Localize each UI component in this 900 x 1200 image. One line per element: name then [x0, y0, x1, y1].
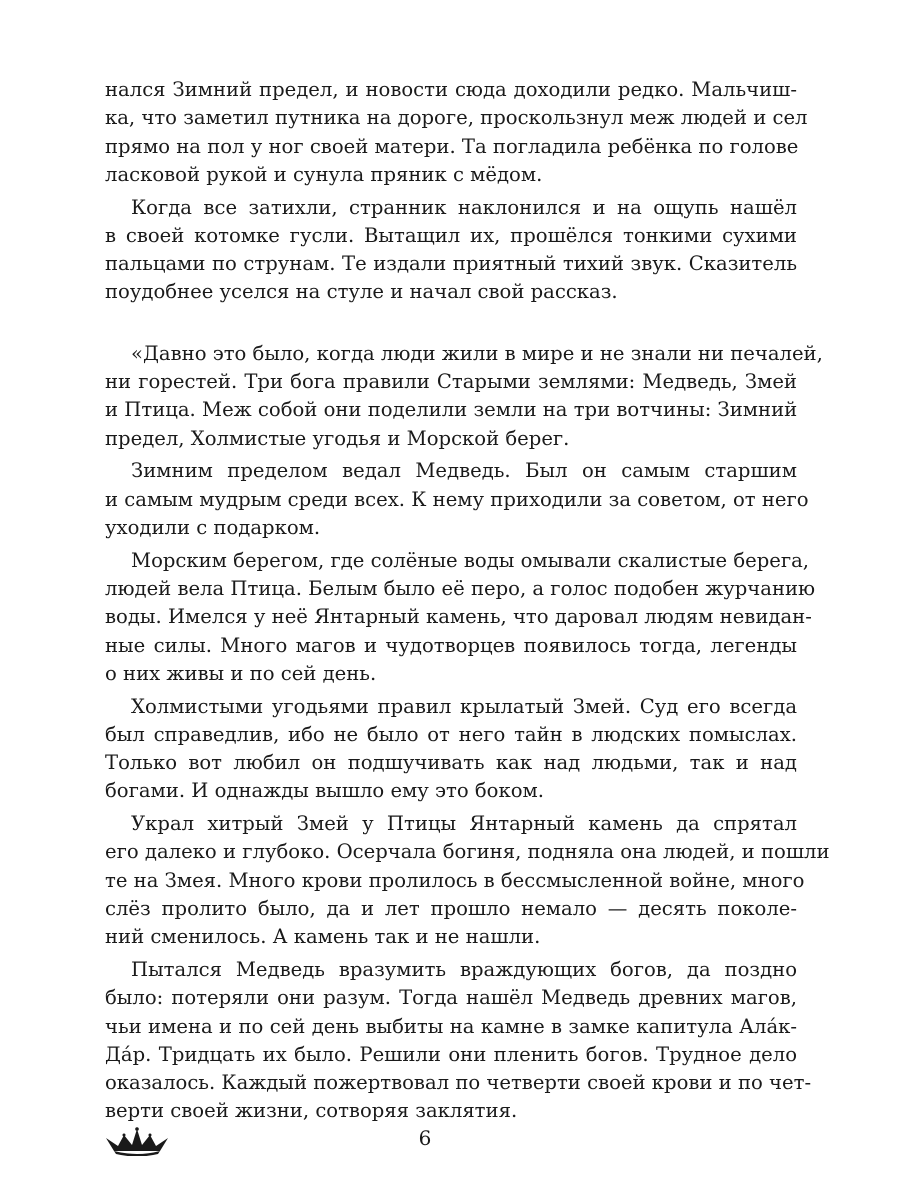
text-line: прямо на пол у ног своей матери. Та погладила ребёнка по голове [105, 134, 799, 158]
text-line: чьи имена и по сей день выбиты на камне в замке капитула Ала́к- [105, 1014, 797, 1038]
paragraph [105, 340, 823, 453]
text-line: ласковой рукой и сунула пряник с мёдом. [105, 162, 543, 186]
text-line: его далеко и глубоко. Осерчала богиня, подняла она людей, и пошли [105, 840, 830, 864]
paragraph [105, 956, 812, 1126]
text-line: Холмистыми угодьями правил крылатый Змей. Суд его всегда [131, 694, 797, 718]
text-line: поудобнее уселся на стуле и начал свой рассказ. [105, 280, 618, 304]
crown-ornament-icon [104, 1126, 170, 1156]
text-line: нался Зимний предел, и новости сюда доходили редко. Мальчиш- [105, 78, 797, 101]
text-line: уходили с подарком. [105, 515, 321, 539]
text-line: был справедлив, ибо не было от него тайн в людских помыслах. [105, 722, 797, 746]
paragraph [105, 547, 816, 688]
text-line: предел, Холмистые угодья и Морской берег. [105, 426, 570, 450]
text-line: Да́р. Тридцать их было. Решили они пленить богов. Трудное дело [105, 1042, 797, 1066]
text-line: ний сменилось. А камень так и не нашли. [105, 925, 541, 949]
text-line: те на Змея. Много крови пролилось в бессмысленной войне, много [105, 868, 805, 892]
text-line: ные силы. Много магов и чудотворцев появилось тогда, легенды [105, 633, 797, 657]
page-text [105, 76, 830, 1126]
text-line: Морским берегом, где солёные воды омывали скалистые берега, [131, 548, 810, 572]
text-line: Зимним пределом ведал Медведь. Был он самым старшим [131, 459, 797, 483]
text-line: слёз пролито было, да и лет прошло немало — десять поколе- [105, 896, 797, 920]
text-line: ка, что заметил путника на дороге, проскользнул меж людей и сел [105, 106, 808, 130]
paragraph [105, 457, 809, 542]
text-line: оказалось. Каждый пожертвовал по четверти своей крови и по чет- [105, 1071, 812, 1095]
text-line: воды. Имелся у неё Янтарный камень, что даровал людям невидан- [105, 605, 812, 629]
text-line: в своей котомке гусли. Вытащил их, прошёлся тонкими сухими [105, 223, 797, 247]
paragraph [105, 810, 830, 951]
page-footer [0, 1120, 900, 1160]
text-line: о них живы и по сей день. [105, 661, 377, 685]
paragraph [105, 194, 797, 307]
text-line: верти своей жизни, сотворяя заклятия. [105, 1099, 518, 1123]
paragraph [105, 76, 808, 189]
text-line: Пытался Медведь вразумить враждующих богов, да поздно [131, 957, 797, 981]
text-line: Только вот любил он подшучивать как над людьми, так и над [105, 751, 797, 775]
text-line: было: потеряли они разум. Тогда нашёл Медведь древних магов, [105, 986, 797, 1010]
text-line: пальцами по струнам. Те издали приятный тихий звук. Сказитель [105, 252, 797, 276]
text-line: «Давно это было, когда люди жили в мире и не знали ни печалей, [131, 341, 823, 365]
text-line: богами. И однажды вышло ему это боком. [105, 779, 544, 803]
text-line: и Птица. Меж собой они поделили земли на три вотчины: Зимний [105, 398, 798, 422]
text-line: Украл хитрый Змей у Птицы Янтарный камень да спрятал [131, 812, 797, 836]
text-line: и самым мудрым среди всех. К нему приходили за советом, от него [105, 487, 809, 511]
paragraph [105, 693, 797, 806]
text-line: Когда все затихли, странник наклонился и на ощупь нашёл [131, 195, 797, 219]
page-number: 6 [418, 1126, 432, 1150]
text-line: людей вела Птица. Белым было её перо, а голос подобен журчанию [105, 576, 816, 600]
text-line: ни горестей. Три бога правили Старыми землями: Медведь, Змей [105, 370, 797, 394]
